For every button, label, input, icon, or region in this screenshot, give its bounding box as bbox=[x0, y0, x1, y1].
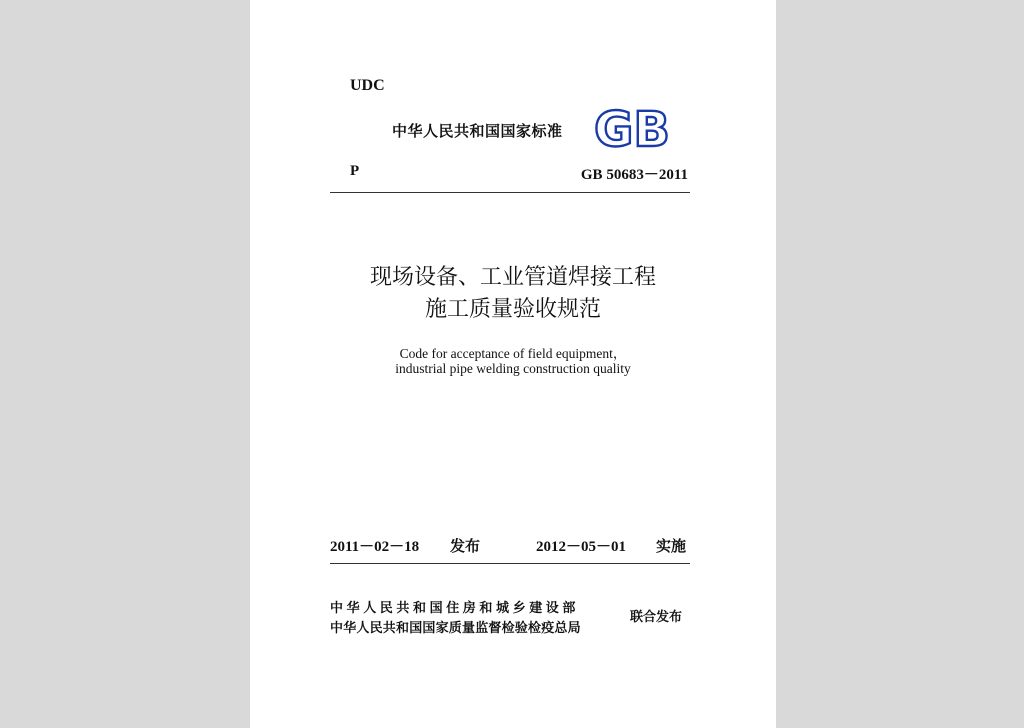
implement-date: 2012－05－01 bbox=[536, 539, 627, 555]
classification-code: P bbox=[350, 163, 360, 179]
title-chinese-line-2: 施工质量验收规范 bbox=[424, 296, 601, 321]
issuer-line-2: 中华人民共和国国家质量监督检验检疫总局 bbox=[330, 621, 581, 636]
implement-label: 实施 bbox=[656, 537, 687, 555]
standard-number: GB 50683－2011 bbox=[580, 167, 688, 183]
title-chinese-line-1: 现场设备、工业管道焊接工程 bbox=[369, 264, 656, 289]
udc-label: UDC bbox=[350, 77, 385, 94]
publish-label: 发布 bbox=[450, 537, 481, 555]
document-page bbox=[250, 0, 776, 728]
issuer-line-1: 中华人民共和国住房和城乡建设部 bbox=[330, 601, 580, 616]
title-english-line-2: industrial pipe welding construction quality bbox=[395, 361, 631, 376]
footer-divider bbox=[330, 563, 690, 564]
gb-logo bbox=[592, 104, 672, 152]
publish-date: 2011－02－18 bbox=[330, 539, 420, 555]
joint-issue-label: 联合发布 bbox=[630, 610, 683, 625]
header-divider bbox=[330, 192, 690, 193]
title-english-line-1: Code for acceptance of field equipment， bbox=[399, 346, 627, 361]
national-standard-label: 中华人民共和国国家标准 bbox=[392, 122, 563, 140]
gb-logo-text: GB bbox=[594, 104, 670, 152]
